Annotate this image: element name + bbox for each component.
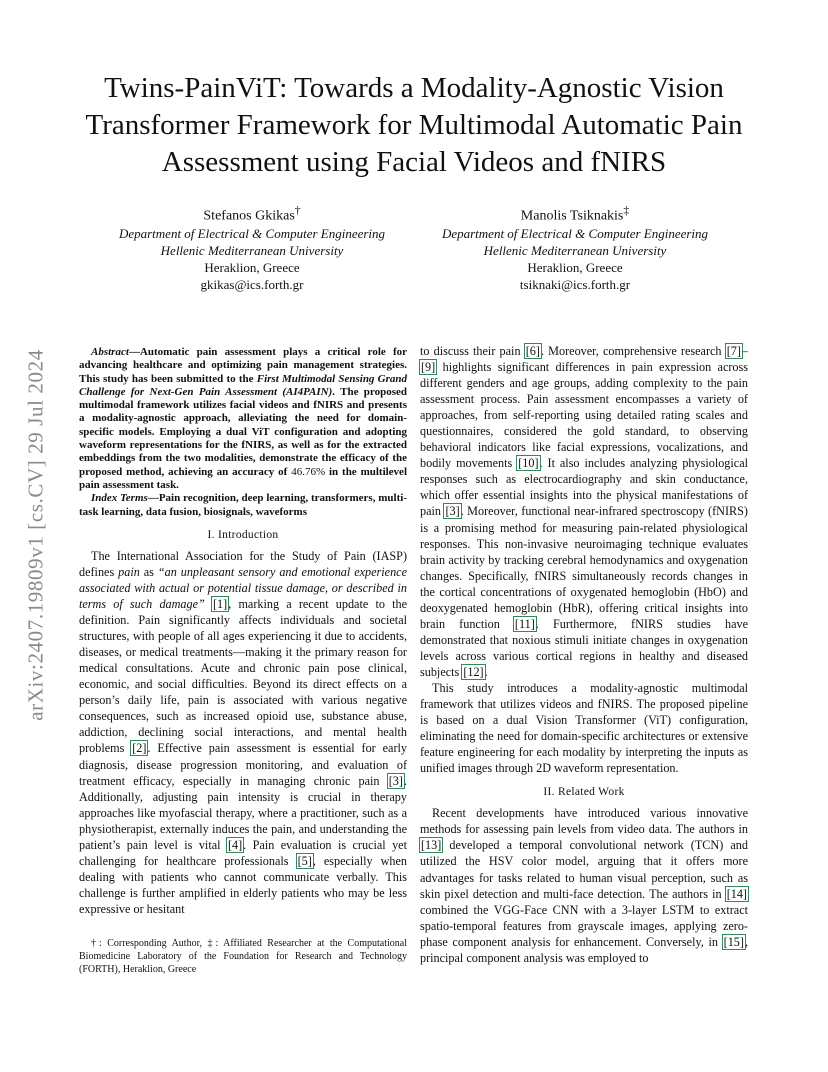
author-mark: † — [294, 204, 301, 217]
author-email[interactable]: tsiknaki@ics.forth.gr — [519, 276, 631, 292]
citation-link[interactable]: [15] — [723, 934, 744, 949]
citation-link[interactable]: [7] — [726, 344, 741, 358]
citation-link[interactable]: [11] — [514, 616, 535, 631]
author-mark: ‡ — [623, 204, 630, 217]
footnote — [79, 937, 407, 976]
author-block-2 — [415, 202, 735, 293]
citation-link[interactable]: [9] — [421, 360, 436, 375]
abstract: Abstract—Automatic pain assessment plays a critical role for advancing healthcare and optimizing pain management strategies. This study has been submitted to the First Multimodal Sensing Grand Challenge for Next-Gen Pain Assessment (AI4PAIN). The proposed multimodal framework utilizes facial videos and fNIRS and presents a modality-agnostic approach, alleviating the need for domain-specific models. Employing a dual ViT configuration and adopting waveform representations for the fNIRS, as well as for the extracted embeddings from the two modalities, demonstrate the efficacy of the proposed method, achieving an accuracy of 46.76% in the multilevel pain assessment task. — [79, 346, 408, 491]
arxiv-id-text: arXiv:2407.19809v1 [cs.CV] 29 Jul 2024 — [23, 349, 48, 721]
author-city: Heraklion, Greece — [204, 259, 300, 275]
index-terms: Index Terms—Pain recognition, deep learning, transformers, multi-task learning, data fusion, biosignals, waveforms — [79, 492, 407, 518]
citation-link[interactable]: [10] — [518, 456, 539, 471]
author-email[interactable]: gkikas@ics.forth.gr — [200, 276, 304, 292]
citation-link[interactable]: [12] — [463, 664, 484, 679]
citation-link[interactable]: [6] — [525, 344, 540, 358]
footnote-text: †: Corresponding Author, ‡: Affiliated Researcher at the Computational Biomedicine Laboratory of the Foundation for Research and Technology (FORTH), Heraklion, Greece — [79, 938, 407, 975]
iasp-quote: “an unpleasant sensory and emotional experience associated with actual or potential tissue damage, or described in terms of such damage” — [79, 564, 407, 612]
author-department: Department of Electrical & Computer Engineering — [441, 225, 709, 241]
abstract-label: Abstract — [91, 346, 129, 358]
author-block-1 — [92, 202, 412, 293]
body-paragraph: This study introduces a modality-agnostic multimodal framework that utilizes videos and fNIRS. The proposed pipeline is based on a dual Vision Transformer (ViT) configuration, eliminating the need for domain-specific architectures or extensive feature engineering for each modality by interpreting the inputs as unified images through 2D waveform representation. — [420, 680, 748, 776]
citation-link[interactable]: [3] — [388, 773, 403, 788]
intro-paragraph: The International Association for the Study of Pain (IASP) defines pain as “an unpleasant sensory and emotional experience associated with actual or potential tissue damage, or described in terms of such damage” [1], marking a recent update to the definition. Pain significantly affects individuals and societal structures, with people of all ages experiencing it due to accidents, diseases, or medical treatments—making it the primary reason for medical consultations. Acute and chronic pain pose clinical, economic, and social difficulties. Beyond its direct effects on a person’s daily life, pain is associated with various negative consequences, such as increased opioid use, substance abuse, addiction, declining social interactions, and mental health problems [2]. Effective pain assessment is essential for early diagnosis, disease progression monitoring, and evaluation of treatment efficacy, especially in managing chronic pain [3]. Additionally, adjusting pain intensity is crucial in therapy approaches like myofascial therapy, where a practitioner, such as a physiotherapist, externally induces the pain, and understanding the patient’s pain level is vital [4]. Pain evaluation is crucial yet challenging for healthcare professionals [5], especially when dealing with patients who cannot communicate verbally. This challenge is further amplified in elderly patients who may be less expressive or hesitant — [79, 548, 408, 916]
citation-link[interactable]: [5] — [297, 853, 312, 868]
citation-link[interactable]: [13] — [421, 838, 442, 853]
citation-link[interactable]: [4] — [227, 837, 243, 852]
author-university: Hellenic Mediterranean University — [160, 242, 344, 258]
citation-link[interactable]: [14] — [726, 886, 747, 901]
arxiv-identifier — [20, 295, 52, 775]
author-city: Heraklion, Greece — [527, 259, 623, 275]
right-column — [420, 343, 748, 966]
left-column — [79, 346, 407, 917]
author-department: Department of Electrical & Computer Engineering — [118, 225, 386, 241]
paper-title: Twins-PainViT: Towards a Modality-Agnostic Vision Transformer Framework for Multimodal Automatic Pain Assessment using Facial Videos and fNIRS — [85, 72, 743, 178]
citation-link[interactable]: [2] — [132, 741, 147, 756]
body-paragraph: to discuss their pain [6]. Moreover, comprehensive research [7]–[9] highlights significant differences in pain expression across different genders and age groups, adding complexity to the pain assessment process. Pain assessment encompasses a variety of approaches, from self-reporting using detailed rating scales and questionnaires, considered the gold standard, to observing behavioral indicators like facial expressions, vocalizations, and bodily movements [10]. It also includes analyzing physiological responses such as electrocardiography and skin conductance, which offer essential insights into the physical manifestations of pain [3]. Moreover, functional near-infrared spectroscopy (fNIRS) is a promising method for measuring pain-related physiological responses. This non-invasive neuroimaging technique evaluates brain activity by tracking cerebral hemodynamics and oxygenation changes. Specifically, fNIRS simultaneously records changes in the cortical concentrations of oxygenated hemoglobin (HbO) and deoxygenated hemoglobin (HbR), offering critical insights into brain function [11]. Furthermore, fNIRS studies have demonstrated that noxious stimuli initiate changes in oxygenation levels across various cortical regions in healthy and diseased subjects [12]. — [420, 344, 749, 679]
author-name: Stefanos Gkikas — [203, 208, 295, 224]
citation-link[interactable]: [3] — [445, 504, 460, 519]
related-work-paragraph: Recent developments have introduced various innovative methods for assessing pain levels from video data. The authors in [13] developed a temporal convolutional network (TCN) and utilized the HSV color model, arguing that it offers more advantages for tasks related to human visual perception, such as skin pixel detection and multi-face detection. The authors in [14] combined the VGG-Face CNN with a 3-layer LSTM to extract spatio-temporal features from grayscale images, applying zero-phase component analysis for enhancement. Conversely, in [15], principal component analysis was employed to — [420, 806, 748, 965]
author-university: Hellenic Mediterranean University — [483, 242, 667, 258]
challenge-name: First Multimodal Sensing Grand Challenge for Next-Gen Pain Assessment (AI4PAIN) — [79, 372, 407, 398]
citation-link[interactable]: [1] — [213, 597, 228, 612]
author-name: Manolis Tsiknakis — [520, 208, 624, 224]
index-terms-label: Index Terms — [91, 492, 148, 505]
accuracy-value: 46.76% — [291, 465, 326, 478]
section-heading-related-work: II. Related Work — [543, 786, 625, 799]
section-heading-introduction: I. Introduction — [207, 528, 279, 541]
